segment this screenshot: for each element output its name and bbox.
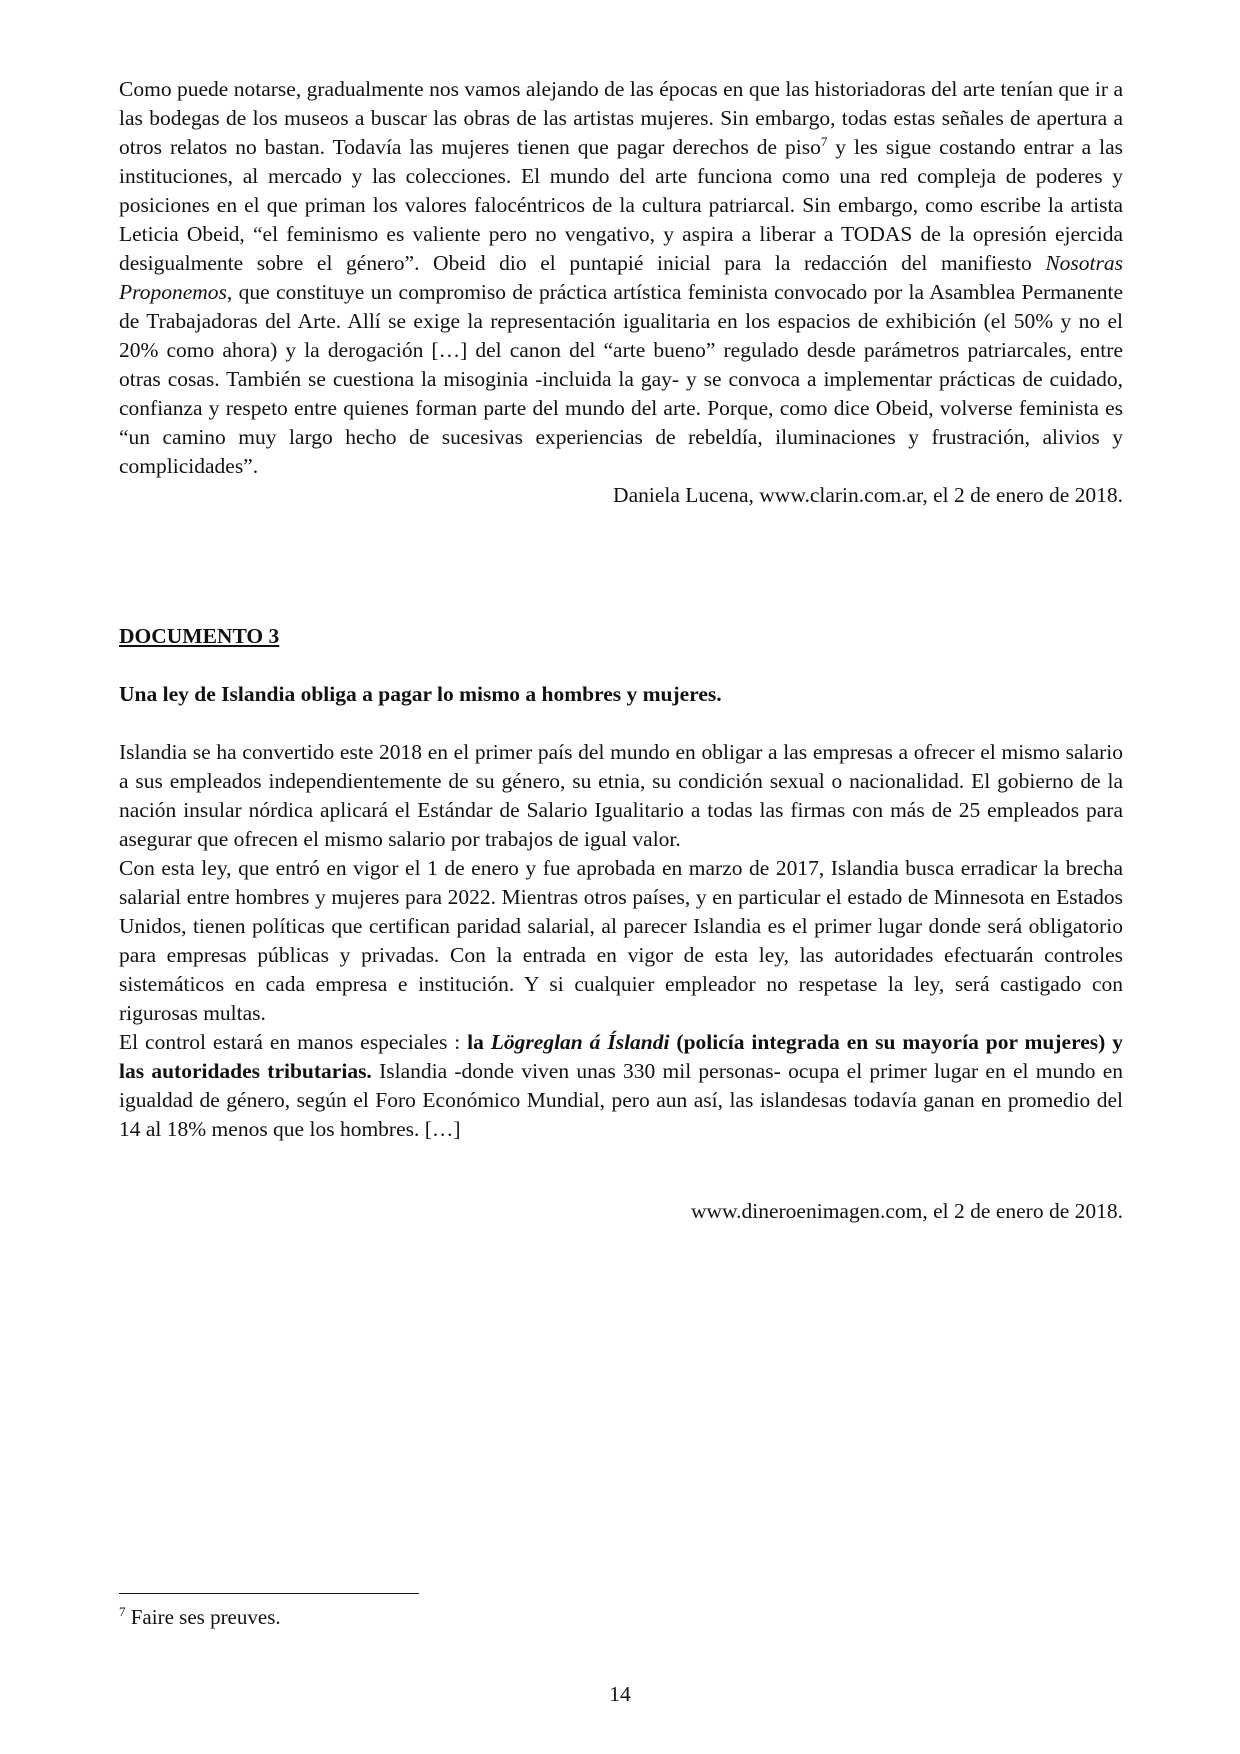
document-headline: Una ley de Islandia obliga a pagar lo mismo a hombres y mujeres. bbox=[119, 682, 722, 706]
document-label: DOCUMENTO 3 bbox=[119, 624, 280, 648]
paragraph-text: Como puede notarse, gradualmente nos vamos alejando de las épocas en que las historiadoras del arte tenían que ir a las bodegas de los museos a buscar las obras de las artistas mujeres. Sin embargo, todas estas señales de apertura a otros relatos no bastan. Todavía las mujeres tienen que pagar derechos de piso bbox=[119, 77, 1123, 159]
footnote-number: 7 bbox=[119, 1604, 126, 1619]
paragraph-text: Islandia -donde viven unas 330 mil personas- ocupa el primer lugar en el mundo en igualdad de género, según el Foro Económico Mundial, pero aun así, las islandesas todavía ganan en promedio del 14 al 18% menos que los hombres. […] bbox=[119, 1059, 1123, 1141]
page-number: 14 bbox=[609, 1682, 631, 1706]
article-2-paragraph-1: Islandia se ha convertido este 2018 en el primer país del mundo en obligar a las empresas a ofrecer el mismo salario a sus empleados independientemente de su género, su etnia, su condición sexual o nacionalidad. El gobierno de la nación insular nórdica aplicará el Estándar de Salario Igualitario a todas las firmas con más de 25 empleados para asegurar que ofrecen el mismo salario por trabajos de igual valor. bbox=[119, 740, 1123, 851]
article-1 bbox=[119, 75, 1123, 510]
paragraph-text: y les sigue costando entrar a las instituciones, al mercado y las colecciones. El mundo del arte funciona como una red compleja de poderes y posiciones en el que priman los valores falocéntricos de la cultura patriarcal. Sin embargo, como escribe la artista Leticia Obeid, “el feminismo es valiente pero no vengativo, y aspira a liberar a TODAS de la opresión ejercida desigualmente sobre el género”. Obeid dio el puntapié inicial para la redacción del manifiesto bbox=[119, 135, 1123, 275]
footnote bbox=[119, 1603, 281, 1632]
manifesto-title: Nosotras Proponemos bbox=[119, 251, 1123, 304]
article-2 bbox=[119, 738, 1123, 1144]
footnote-divider bbox=[119, 1593, 419, 1594]
article-2-attribution: www.dineroenimagen.com, el 2 de enero de 2018. bbox=[690, 1199, 1123, 1223]
police-name: Lögreglan á Íslandi bbox=[490, 1030, 670, 1054]
bold-text: la bbox=[467, 1030, 491, 1054]
article-2-paragraph-3 bbox=[119, 1028, 1123, 1144]
article-1-paragraph bbox=[119, 75, 1123, 481]
article-1-attribution: Daniela Lucena, www.clarin.com.ar, el 2 de enero de 2018. bbox=[613, 483, 1123, 507]
paragraph-text: El control estará en manos especiales : bbox=[119, 1030, 468, 1054]
paragraph-text: , que constituye un compromiso de práctica artística feminista convocado por la Asamblea Permanente de Trabajadoras del Arte. Allí se exige la representación igualitaria en los espacios de exhibición (el 50% y no el 20% como ahora) y la derogación […] del canon del “arte bueno” regulado desde parámetros patriarcales, entre otras cosas. También se cuestiona la misoginia -incluida la gay- y se convoca a implementar prácticas de cuidado, confianza y respeto entre quienes forman parte del mundo del arte. Porque, como dice Obeid, volverse feminista es “un camino muy largo hecho de sucesivas experiencias de rebeldía, iluminaciones y frustración, alivios y complicidades”. bbox=[119, 280, 1123, 478]
bold-text: (policía integrada en su mayoría por mujeres) y las autoridades tributarias. bbox=[119, 1030, 1123, 1083]
footnote-reference: 7 bbox=[820, 133, 828, 149]
article-2-paragraph-2: Con esta ley, que entró en vigor el 1 de enero y fue aprobada en marzo de 2017, Islandia busca erradicar la brecha salarial entre hombres y mujeres para 2022. Mientras otros países, y en particular el estado de Minnesota en Estados Unidos, tienen políticas que certifican paridad salarial, al parecer Islandia es el primer lugar donde será obligatorio para empresas públicas y privadas. Con la entrada en vigor de esta ley, las autoridades efectuarán controles sistemáticos en cada empresa e institución. Y si cualquier empleador no respetase la ley, será castigado con rigurosas multas. bbox=[119, 856, 1123, 1025]
footnote-text: Faire ses preuves. bbox=[125, 1605, 281, 1629]
